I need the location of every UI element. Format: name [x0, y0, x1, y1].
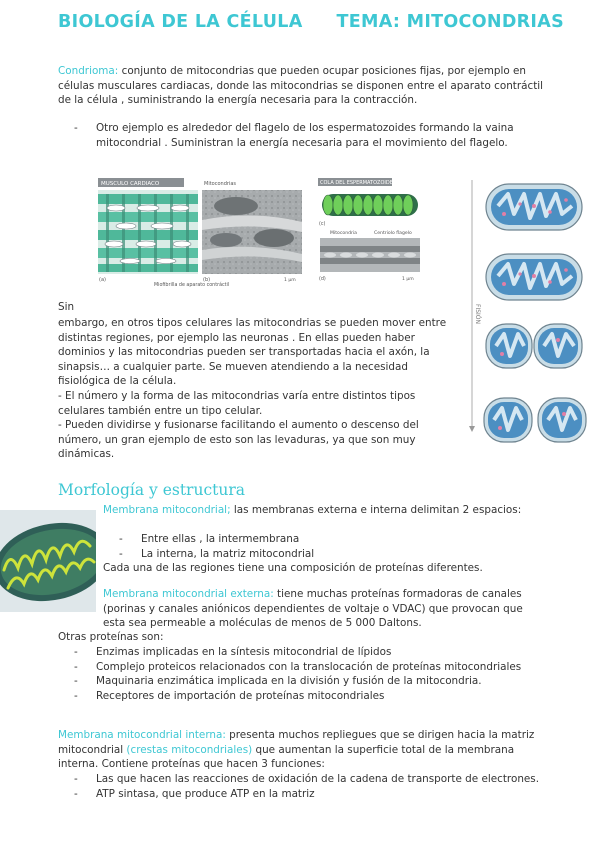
membranes-after: Cada una de las regiones tiene una composición de proteínas diferentes.: [103, 562, 483, 574]
external-paragraph: [103, 587, 547, 631]
sin-text: Sin: [58, 301, 75, 313]
label-cola: COLA DEL ESPERMATOZOIDE: [320, 180, 393, 186]
panel-d: [320, 238, 420, 272]
list-item: - Maquinaria enzimática implicada en la división y fusión de la mitocondria.: [74, 675, 482, 688]
label-scale-left: 1 μm: [284, 278, 296, 283]
list-item: - Complejo proteicos relacionados con la translocación de proteínas mitocondriales: [74, 660, 522, 673]
label-b: (b): [203, 277, 211, 283]
term-externa: Membrana mitocondrial externa:: [103, 588, 274, 600]
cardiac-muscle-figure: [96, 176, 306, 298]
title-right: TEMA: MITOCONDRIAS: [336, 12, 564, 32]
intro-paragraph: [58, 64, 546, 108]
label-d: (d): [319, 277, 326, 282]
membranes-paragraph: [103, 503, 543, 518]
term-interna: Membrana mitocondrial interna:: [58, 729, 226, 741]
label-centriolo: Centriolo flagelo: [374, 231, 412, 236]
mitochondrion-stage-1: [486, 184, 582, 230]
fission-label: FISIÓN: [474, 304, 481, 325]
middle-text: [58, 316, 458, 462]
label-musculo: MUSCULO CARDIACO: [101, 181, 160, 187]
middle-p2: - El número y la forma de las mitocondrias varía entre distintos tipos celulares también entre un tipo celular.: [58, 389, 416, 417]
panel-c: [322, 194, 418, 216]
intro-bullet-text: Otro ejemplo es alrededor del flagelo de los espermatozoides formando la vaina mitocondrial . Suministran la energía necesaria para el movimiento del flagelo.: [96, 122, 514, 149]
middle-p3: - Pueden dividirse y fusionarse facilitando el aumento o descenso del número, un gran ejemplo de esto son las levaduras, ya que son muy dinámicas.: [58, 419, 419, 461]
title-left: BIOLOGÍA DE LA CÉLULA: [58, 12, 303, 32]
intro-bullet: - Otro ejemplo es alrededor del flagelo de los espermatozoides formando la vaina mitocondrial . Suministran la energía necesaria para el movimiento del flagelo.: [74, 122, 514, 149]
label-a: (a): [99, 277, 106, 283]
list-item: - Entre ellas , la intermembrana: [119, 533, 300, 545]
mitochondrion-3d-image: [0, 510, 96, 612]
external-others: Otras proteínas son:: [58, 631, 164, 643]
list-item: - Enzimas implicadas en la síntesis mitocondrial de lípidos: [74, 646, 392, 658]
list-item: - Las que hacen las reacciones de oxidación de la cadena de transporte de electrones.: [74, 773, 540, 785]
membranes-list: [119, 532, 539, 561]
term-membrana: Membrana mitocondrial;: [103, 504, 231, 516]
membranes-text: las membranas externa e interna delimitan 2 espacios:: [230, 504, 522, 516]
fission-diagram: [460, 176, 590, 456]
term-condrioma: Condrioma:: [58, 65, 119, 77]
list-item: - ATP sintasa, que produce ATP en la matriz: [74, 787, 315, 800]
external-text: tiene muchas proteínas formadoras de canales (porinas y canales aniónicos dependientes de voltaje o VDAC) que provocan que esta sea permeable a moléculas de menos de 5 000 Daltons.: [103, 588, 523, 630]
term-crestas: (crestas mitocondriales): [126, 743, 253, 756]
sperm-tail-figure: [316, 176, 424, 288]
label-mito-right: Mitocondria: [330, 231, 357, 236]
mitochondrion-stage-4: [484, 398, 586, 442]
page-title: [58, 12, 564, 32]
intro-text: conjunto de mitocondrias que pueden ocupar posiciones fijas, por ejemplo en células musculares cardiacas, donde las mitocondrias se disponen entre el aparato contráctil de la célula , suministrando la energía necesaria para la contracción.: [58, 65, 544, 107]
external-list: [74, 645, 544, 703]
section-title: Morfología y estructura: [58, 481, 245, 499]
label-mito-left: Mitocondrias: [204, 181, 236, 187]
label-aparato: Miofibrilla de aparato contráctil: [154, 283, 230, 288]
middle-p1: embargo, en otros tipos celulares las mitocondrias se pueden mover entre distintas regiones, por ejemplo las neuronas . En ellas pueden haber dominios y las mitocondrias pueden ser transportadas hacia el axón, la sinapsis… a cualquier parte. Se mueven atendiendo a la necesidad fisiológica de la célula.: [58, 317, 447, 388]
panel-b: [202, 190, 302, 274]
list-item: - La interna, la matriz mitocondrial: [119, 547, 315, 560]
mitochondrion-stage-2: [486, 254, 582, 300]
internal-paragraph: Membrana mitocondrial interna: presenta muchos repliegues que se dirigen hacia la matriz mitocondrial (crestas mitocondriales) que aumentan la superficie total de la membrana interna. Contiene proteínas que hacen 3 funciones:: [58, 729, 535, 771]
label-c: (c): [319, 222, 326, 227]
panel-a: [98, 190, 198, 274]
mitochondrion-stage-3: [486, 324, 582, 368]
list-item: - Receptores de importación de proteínas mitocondriales: [74, 689, 385, 702]
label-scale-right: 1 μm: [402, 277, 414, 282]
internal-list: [74, 772, 544, 801]
